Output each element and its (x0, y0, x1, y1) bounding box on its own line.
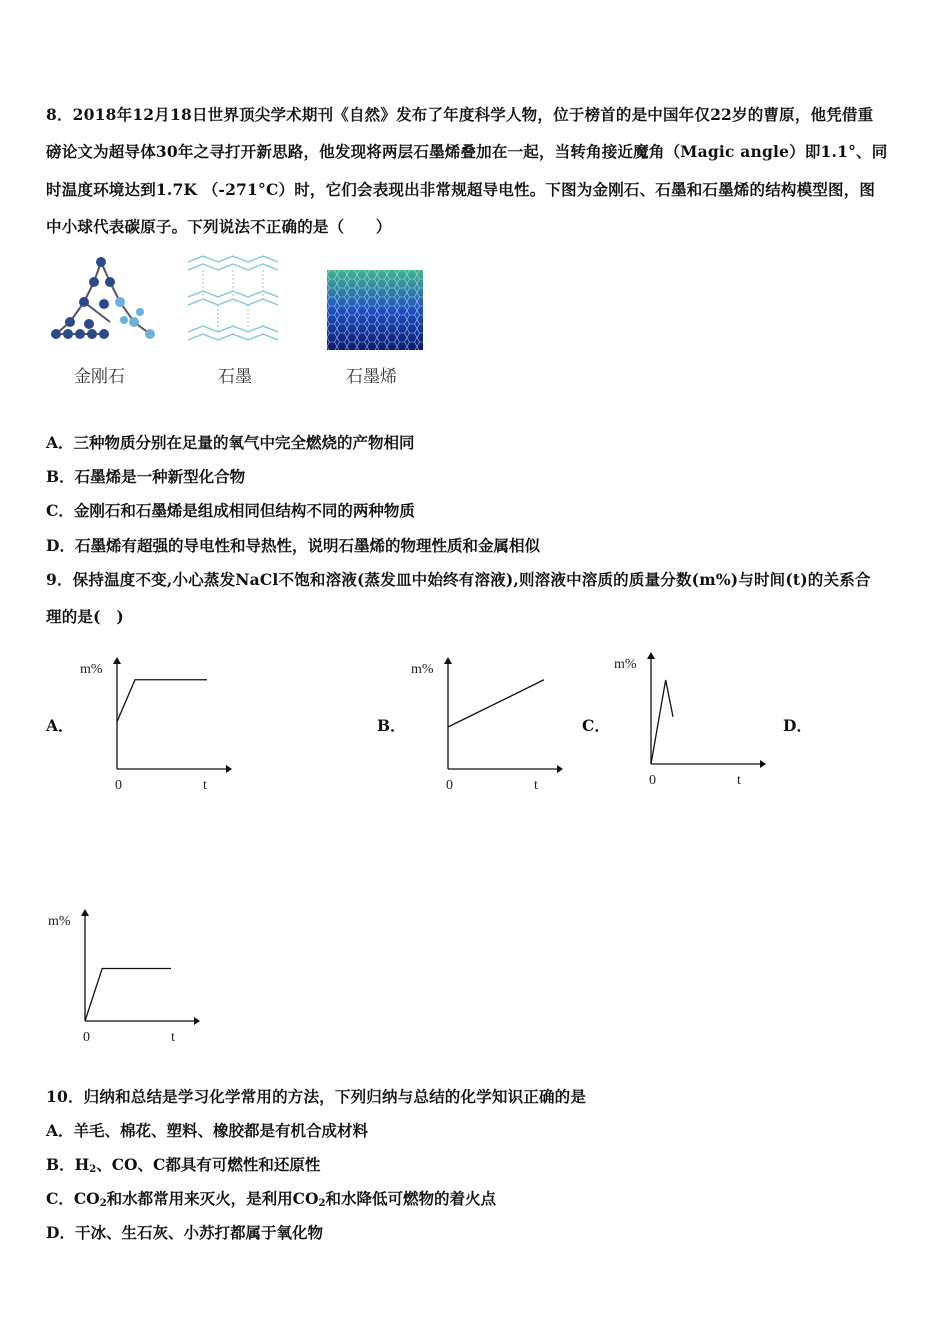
series-line (651, 680, 673, 764)
x-axis-label: t (737, 773, 741, 788)
q10-option-d: D．干冰、生石灰、小苏打都属于氧化物 (46, 1223, 323, 1242)
series-line (117, 680, 207, 722)
origin-label: 0 (446, 778, 453, 793)
y-axis-label: m% (614, 657, 637, 672)
diamond-caption: 金刚石 (74, 367, 125, 387)
y-axis-arrow (647, 652, 655, 659)
q10-option-c: C．$CO_2$和水都常用来灭火，是利用$CO_2$和水降低可燃物的着火点 (46, 1189, 496, 1209)
y-axis-label: m% (48, 914, 71, 929)
q9-option-b-label: B． (377, 716, 406, 735)
origin-label: 0 (83, 1030, 90, 1045)
x-axis-arrow (760, 760, 766, 768)
q9-line-1: 9．保持温度不变,小心蒸发NaCl不饱和溶液(蒸发皿中始终有溶液),则溶液中溶质的质量分数(m%)与时间(t)的关系合 (46, 570, 871, 589)
y-axis-arrow (113, 657, 121, 664)
x-axis-arrow (226, 765, 232, 773)
q8-option-a: A．三种物质分别在足量的氧气中完全燃烧的产物相同 (46, 433, 415, 452)
q10-title: 10．归纳和总结是学习化学常用的方法，下列归纳与总结的化学知识正确的是 (46, 1087, 587, 1106)
graphite-caption: 石墨 (218, 367, 252, 387)
graph-c (612, 650, 767, 790)
q8-line-3: 时温度环境达到1.7K （-271°C）时，它们会表现出非常规超导电性。下图为金刚石、石墨和石墨烯的结构模型图，图 (46, 180, 876, 199)
q8-option-c: C．金刚石和石墨烯是组成相同但结构不同的两种物质 (46, 501, 415, 520)
graph-a (78, 655, 233, 795)
q10-option-b: B．$H_2$、CO、C都具有可燃性和还原性 (46, 1155, 321, 1175)
q8-option-b: B．石墨烯是一种新型化合物 (46, 467, 246, 486)
q9-option-a-label: A． (46, 716, 74, 735)
y-axis-arrow (81, 909, 89, 916)
x-axis-label: t (203, 778, 207, 793)
graph-b (409, 655, 564, 795)
graphene-structure-image (327, 270, 423, 350)
series-line (85, 969, 171, 1022)
x-axis-arrow (557, 765, 563, 773)
y-axis-arrow (444, 657, 452, 664)
y-axis-label: m% (80, 662, 103, 677)
y-axis-label: m% (411, 662, 434, 677)
q10-option-a: A．羊毛、棉花、塑料、橡胶都是有机合成材料 (46, 1121, 369, 1140)
origin-label: 0 (115, 778, 122, 793)
diamond-structure-image (44, 252, 159, 352)
q8-line-1: 8．2018年12月18日世界顶尖学术期刊《自然》发布了年度科学人物，位于榜首的是中国年仅22岁的曹原，他凭借重 (46, 105, 874, 124)
q8-option-d: D．石墨烯有超强的导电性和导热性，说明石墨烯的物理性质和金属相似 (46, 536, 540, 555)
x-axis-label: t (534, 778, 538, 793)
graph-d (46, 907, 201, 1047)
x-axis-arrow (194, 1017, 200, 1025)
q8-line-2: 磅论文为超导体30年之寻打开新思路，他发现将两层石墨烯叠加在一起，当转角接近魔角（Magic angle）即1.1°、同 (46, 142, 888, 161)
x-axis-label: t (171, 1030, 175, 1045)
q9-option-c-label: C． (582, 716, 610, 735)
graphene-caption: 石墨烯 (346, 367, 397, 387)
q9-line-2: 理的是( ) (46, 607, 124, 626)
series-line (448, 680, 544, 727)
q8-line-4: 中小球代表碳原子。下列说法不正确的是（ ） (46, 217, 392, 236)
origin-label: 0 (649, 773, 656, 788)
graphite-structure-image (183, 252, 283, 350)
q9-option-d-label: D． (783, 716, 812, 735)
